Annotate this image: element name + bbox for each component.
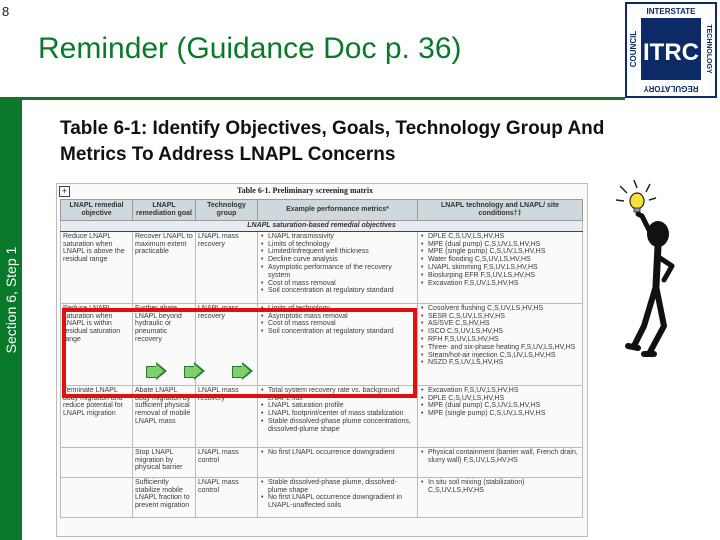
group-cell: LNAPL mass recovery — [196, 231, 258, 303]
table-header-row — [61, 200, 583, 221]
list-item: • ISCO C,S,UV,LS,HV,HS — [428, 328, 580, 336]
column-header: LNAPL technology and LNAPL/ site conditions†‡ — [418, 200, 583, 221]
list-item: • Total system recovery rate vs. background LNAPL flux — [268, 387, 415, 403]
column-header: LNAPL remedial objective — [61, 200, 133, 221]
slide-title: Reminder (Guidance Doc p. 36) — [38, 32, 462, 65]
list-item: • LNAPL footprint/center of mass stabilization — [268, 410, 415, 418]
list-item: • Decline curve analysis — [268, 256, 415, 264]
list-item: • No first LNAPL occurrence downgradient in LNAPL-unaffected soils — [268, 494, 415, 510]
section-header-row — [61, 221, 583, 232]
list-item: • RFH F,S,UV,LS,HV,HS — [428, 336, 580, 344]
list-item: • Stable dissolved-phase plume, dissolved-plume shape — [268, 479, 415, 495]
group-cell: LNAPL mass recovery — [196, 303, 258, 385]
section-header: LNAPL saturation-based remedial objectives — [61, 221, 583, 232]
slide-subtitle: Table 6-1: Identify Objectives, Goals, Technology Group And Metrics To Address LNAPL Concerns — [60, 118, 605, 165]
list-item: • Limits of technology — [268, 305, 415, 313]
list-item: • Physical containment (barrier wall, French drain, slurry wall) F,S,UV,LS,HV,HS — [428, 449, 580, 465]
group-cell: LNAPL mass control — [196, 447, 258, 477]
list-item: • MPE (single pump) C,S,UV,LS,HV,HS — [428, 410, 580, 418]
objective-cell — [61, 477, 133, 517]
group-cell: LNAPL mass control — [196, 477, 258, 517]
list-item: • Steam/hot-air injection C,S,UV,LS,HV,HS — [428, 352, 580, 360]
objective-cell: Reduce LNAPL saturation when LNAPL is within residual saturation range — [61, 303, 133, 385]
list-item: • DPLE C,S,UV,LS,HV,HS — [428, 395, 580, 403]
logo-top-text: INTERSTATE — [646, 7, 696, 16]
logo-bottom-text: REGULATORY — [643, 84, 699, 93]
idea-stick-figure-icon — [606, 176, 686, 366]
objective-cell: Reduce LNAPL saturation when LNAPL is above the residual range — [61, 231, 133, 303]
table-row — [61, 231, 583, 303]
itrc-logo — [625, 2, 717, 98]
goal-cell: Sufficiently stabilize mobile LNAPL fraction to prevent migration — [133, 477, 196, 517]
page-number: 8 — [2, 4, 10, 19]
table-row — [61, 477, 583, 517]
list-item: • DPLE C,S,UV,LS,HV,HS — [428, 233, 580, 241]
logo-right-text: TECHNOLOGY — [705, 24, 712, 74]
list-item: • No first LNAPL occurrence downgradient — [268, 449, 415, 457]
list-item: • Cost of mass removal — [268, 320, 415, 328]
metrics-cell — [258, 231, 418, 303]
table-caption: Table 6-1. Preliminary screening matrix — [237, 186, 374, 195]
list-item: • Three- and six-phase heating F,S,UV,LS,HV,HS — [428, 344, 580, 352]
column-header: Technology group — [196, 200, 258, 221]
metrics-cell — [258, 477, 418, 517]
list-item: • MPE (dual pump) C,S,UV,LS,HV,HS — [428, 241, 580, 249]
itrc-logo-graphic — [625, 2, 717, 98]
list-item: • LNAPL saturation profile — [268, 402, 415, 410]
logo-letters: ITRC — [643, 39, 699, 66]
list-item: • Excavation F,S,UV,LS,HV,HS — [428, 280, 580, 288]
technologies-cell — [418, 231, 583, 303]
column-header: Example performance metrics* — [258, 200, 418, 221]
list-item: • LNAPL skimming F,S,UV,LS,HV,HS — [428, 264, 580, 272]
goal-cell: Stop LNAPL migration by physical barrier — [133, 447, 196, 477]
list-item: • AS/SVE C,S,HV,HS — [428, 320, 580, 328]
list-item: • Soil concentration at regulatory standard — [268, 328, 415, 336]
metrics-cell — [258, 447, 418, 477]
list-item: • LNAPL transmissivity — [268, 233, 415, 241]
technologies-cell — [418, 447, 583, 477]
objective-cell: Terminate LNAPL body migration and reduce potential for LNAPL migration — [61, 385, 133, 447]
list-item: • Water flooding C,S,UV,LS,HV,HS — [428, 256, 580, 264]
list-item: • MPE (single pump) C,S,UV,LS,HV,HS — [428, 248, 580, 256]
list-item: • Asymptotic mass removal — [268, 313, 415, 321]
list-item: • Bioslurping EFR F,S,UV,LS,HV,HS — [428, 272, 580, 280]
technologies-cell — [418, 303, 583, 385]
list-item: • NSZD F,S,UV,LS,HV,HS — [428, 359, 580, 367]
list-item: • Asymptotic performance of the recovery system — [268, 264, 415, 280]
objective-cell — [61, 447, 133, 477]
list-item: • Limits of technology — [268, 241, 415, 249]
group-cell: LNAPL mass recovery — [196, 385, 258, 447]
list-item: • Limited/infrequent well thickness — [268, 248, 415, 256]
list-item: • In situ soil mixing (stabilization) C,S,UV,LS,HV,HS — [428, 479, 580, 495]
section-label: Section 6, Step 1 — [3, 246, 19, 354]
list-item: • Cosolvent flushing C,S,UV,LS,HV,HS — [428, 305, 580, 313]
goal-cell: Further abate LNAPL beyond hydraulic or pneumatic recovery — [133, 303, 196, 385]
list-item: • Cost of mass removal — [268, 280, 415, 288]
list-item: • Excavation F,S,UV,LS,HV,HS — [428, 387, 580, 395]
goal-cell: Abate LNAPL body migration by sufficient physical removal of mobile LNAPL mass — [133, 385, 196, 447]
title-underline — [0, 97, 625, 100]
table-row — [61, 447, 583, 477]
highlight-box — [62, 308, 417, 398]
technologies-cell — [418, 477, 583, 517]
list-item: • Stable dissolved-phase plume concentrations, dissolved-plume shape — [268, 418, 415, 434]
list-item: • MPE (dual pump) C,S,UV,LS,HV,HS — [428, 402, 580, 410]
list-item: • Soil concentration at regulatory standard — [268, 287, 415, 295]
column-header: LNAPL remediation goal — [133, 200, 196, 221]
goal-cell: Recover LNAPL to maximum extent practicable — [133, 231, 196, 303]
technologies-cell — [418, 385, 583, 447]
logo-left-text: COUNCIL — [629, 30, 638, 68]
expand-icon[interactable]: + — [59, 186, 70, 197]
list-item: • SESR C,S,UV,LS,HV,HS — [428, 313, 580, 321]
